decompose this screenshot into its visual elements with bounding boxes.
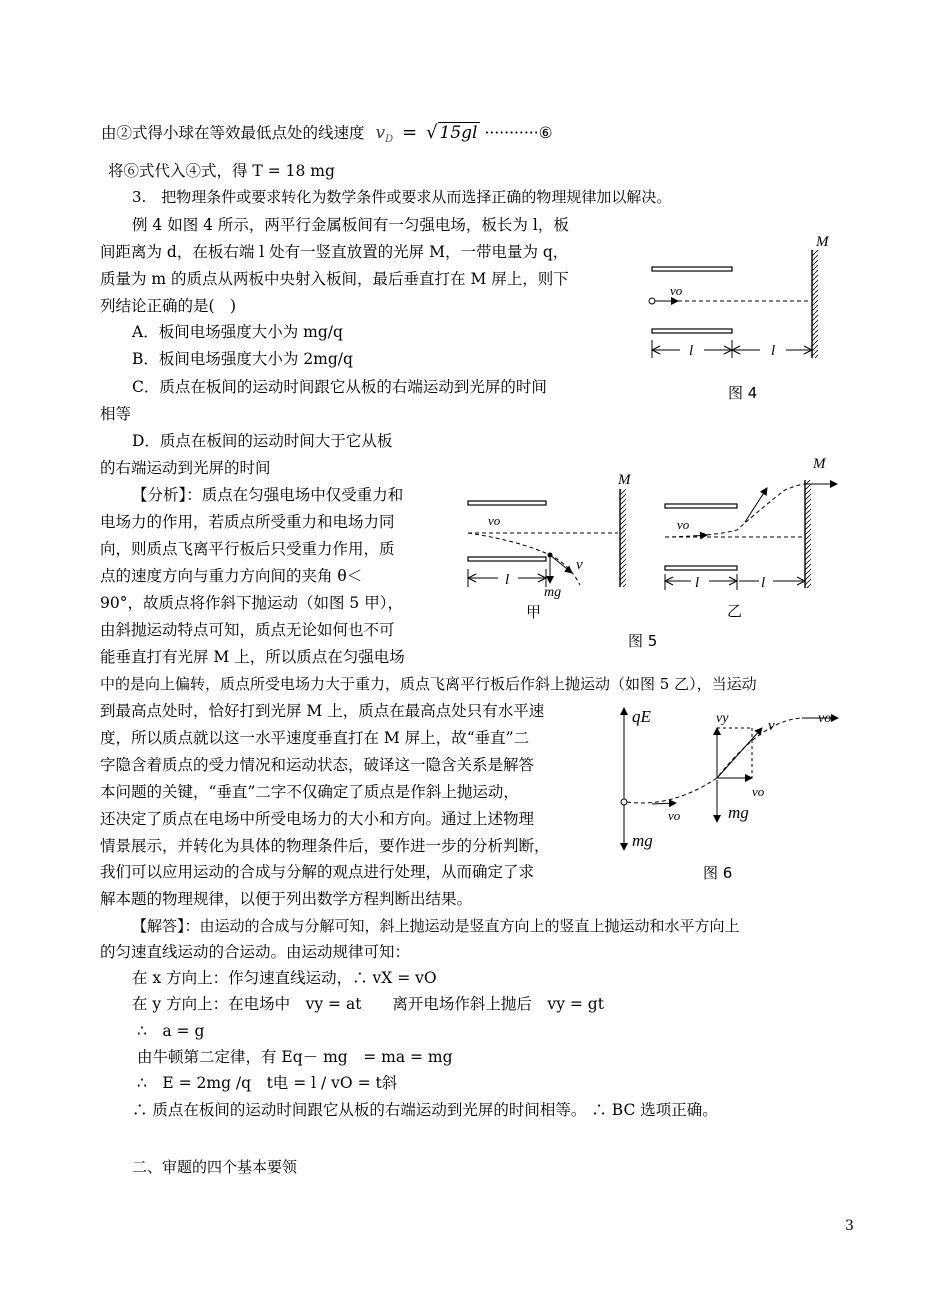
text-line: 情景展示，并转化为具体的物理条件后，要作进一步的分析判断，: [100, 837, 550, 855]
trajectory: [627, 718, 802, 803]
text-line: 本问题的关键，“垂直”二字不仅确定了质点是作斜上抛运动，: [100, 783, 519, 801]
label-v0: vo: [670, 283, 683, 298]
text-span: ···········⑥: [484, 124, 553, 142]
label-l: l: [505, 572, 510, 588]
text-line: 90°，故质点将作斜下抛运动（如图 5 甲），: [100, 594, 403, 612]
option-b: B．板间电场强度大小为 2mg/q: [132, 350, 353, 368]
text-line: 我们可以应用运动的合成与分解的观点进行处理，从而确定了求: [100, 863, 535, 881]
lower-plate: [665, 566, 737, 570]
equation-line: ∴ E = 2mg /q t电 = l / vO = t斜: [137, 1074, 398, 1092]
lower-plate: [652, 329, 732, 333]
screen-hatch: [812, 250, 818, 358]
screen-hatch: [805, 480, 811, 588]
particle: [621, 799, 627, 805]
page-number: 3: [845, 1218, 854, 1234]
option-c: C．质点在板间的运动时间跟它从板的右端运动到光屏的时间: [132, 378, 547, 396]
text-line: 的匀速直线运动的合运动。由运动规律可知：: [100, 943, 411, 961]
text-line: 3. 把物理条件或要求转化为数学条件或要求从而选择正确的物理规律加以解决。: [132, 188, 672, 206]
upper-plate: [468, 501, 546, 505]
formula-eq: =: [402, 122, 418, 143]
velocity-arrow: [550, 555, 572, 573]
label-l: l: [689, 343, 694, 359]
label-l: l: [761, 575, 766, 591]
trajectory: [468, 533, 580, 585]
section-heading: 二、审题的四个基本要领: [132, 1158, 298, 1176]
label-v: v: [768, 718, 775, 734]
text-line: 向，则质点飞离平行板后只受重力作用，质: [100, 540, 395, 558]
label-qe: qE: [632, 707, 651, 726]
label-l: l: [695, 575, 700, 591]
text-line: 中的是向上偏转，质点所受电场力大于重力，质点飞离平行板后作斜上抛运动（如图 5 乙），当运动: [100, 675, 757, 693]
label-m: M: [816, 234, 829, 250]
figure-5-caption: 图 5: [628, 632, 658, 650]
option-d: D．质点在板间的运动时间大于它从板: [132, 432, 393, 450]
figure-4-caption: 图 4: [728, 384, 758, 402]
text-line: 质量为 m 的质点从两板中央射入板间，最后垂直打在 M 屏上，则下: [100, 270, 569, 288]
text-line: 列结论正确的是( ): [100, 297, 237, 315]
figure-4: [640, 228, 840, 378]
label-v: v: [576, 557, 583, 573]
label-v0: vo: [488, 513, 501, 528]
option-a: A．板间电场强度大小为 mg/q: [132, 323, 343, 341]
equation-line: 在 x 方向上：作匀速直线运动，∴ vX = vO: [132, 969, 437, 987]
text-line: 【解答】：由运动的合成与分解可知，斜上抛运动是竖直方向上的竖直上抛运动和水平方向上: [132, 917, 740, 935]
text-line: 将⑥式代入④式，得 T = 18 mg: [108, 162, 335, 180]
label-v0: vo: [677, 517, 690, 532]
formula-radicand: 15gl: [439, 123, 478, 143]
text-line: 能垂直打有光屏 M 上，所以质点在匀强电场: [100, 648, 405, 666]
text-line: 到最高点处时，恰好打到光屏 M 上，质点在最高点处只有水平速: [100, 702, 545, 720]
label-yi: 乙: [727, 604, 743, 620]
text-line: 还决定了质点在电场中所受电场力的大小和方向。通过上述物理: [100, 810, 535, 828]
formula-v: v: [375, 123, 386, 143]
equation-line: ∴ a = g: [137, 1022, 205, 1040]
formula-sub: D: [385, 134, 394, 146]
figure-6: [612, 700, 852, 860]
v0-arrow: [652, 803, 676, 804]
upper-plate: [652, 267, 732, 271]
label-l: l: [771, 343, 776, 359]
label-jia: 甲: [526, 605, 542, 621]
label-mg: mg: [544, 585, 562, 600]
text-line: 间距离为 d，在板右端 l 处有一竖直放置的光屏 M，一带电量为 q，: [100, 243, 569, 261]
text-line: 点的速度方向与重力方向间的夹角 θ＜: [100, 567, 363, 585]
text-line: 由斜抛运动特点可知，质点无论如何也不可: [100, 621, 395, 639]
screen-hatch: [620, 489, 626, 587]
label-v0: vo: [818, 711, 832, 726]
label-mg: mg: [632, 831, 653, 850]
label-v0: vo: [752, 784, 765, 799]
text-span: 由②式得小球在等效最低点处的线速度: [101, 124, 365, 142]
formula-vd: [375, 123, 479, 150]
label-m: M: [813, 456, 826, 472]
text-line: 的右端运动到光屏的时间: [100, 459, 271, 477]
figure-5-yi: [655, 450, 845, 630]
text-line: 例 4 如图 4 所示，两平行金属板间有一匀强电场，板长为 l，板: [132, 216, 569, 234]
lower-plate: [468, 557, 546, 561]
sqrt-sign: √: [426, 122, 438, 143]
v-arrow: [717, 728, 762, 778]
text-line: 解本题的物理规律，以便于列出数学方程判断出结果。: [100, 890, 473, 908]
particle: [649, 298, 655, 304]
text-line: 相等: [100, 405, 132, 423]
label-m: M: [618, 472, 631, 488]
text-line: 字隐含着质点的受力情况和运动状态，破译这一隐含关系是解答: [100, 756, 535, 774]
equation-line: 在 y 方向上：在电场中 vy = at 离开电场作斜上抛后 vy = gt: [132, 995, 604, 1013]
equation-line: ∴ 质点在板间的运动时间跟它从板的右端运动到光屏的时间相等。 ∴ BC 选项正确。: [132, 1101, 718, 1119]
text-line: 度，所以质点就以这一水平速度垂直打在 M 屏上，故“垂直”二: [100, 729, 530, 747]
equation-line: 由牛顿第二定律，有 Eq－ mg = ma = mg: [137, 1048, 453, 1066]
label-vy: vy: [716, 711, 729, 726]
label-v0: vo: [668, 808, 681, 823]
text-line: 【分析】：质点在匀强电场中仅受重力和: [132, 486, 404, 504]
figure-6-caption: 图 6: [703, 864, 733, 882]
text-line: [101, 123, 553, 150]
velocity-arrow: [745, 488, 767, 522]
figure-5-jia: [460, 465, 640, 630]
velocity-arrow: [695, 535, 707, 536]
label-mg: mg: [728, 803, 749, 822]
text-line: 电场力的作用，若质点所受重力和电场力同: [100, 513, 395, 531]
upper-plate: [665, 504, 737, 508]
